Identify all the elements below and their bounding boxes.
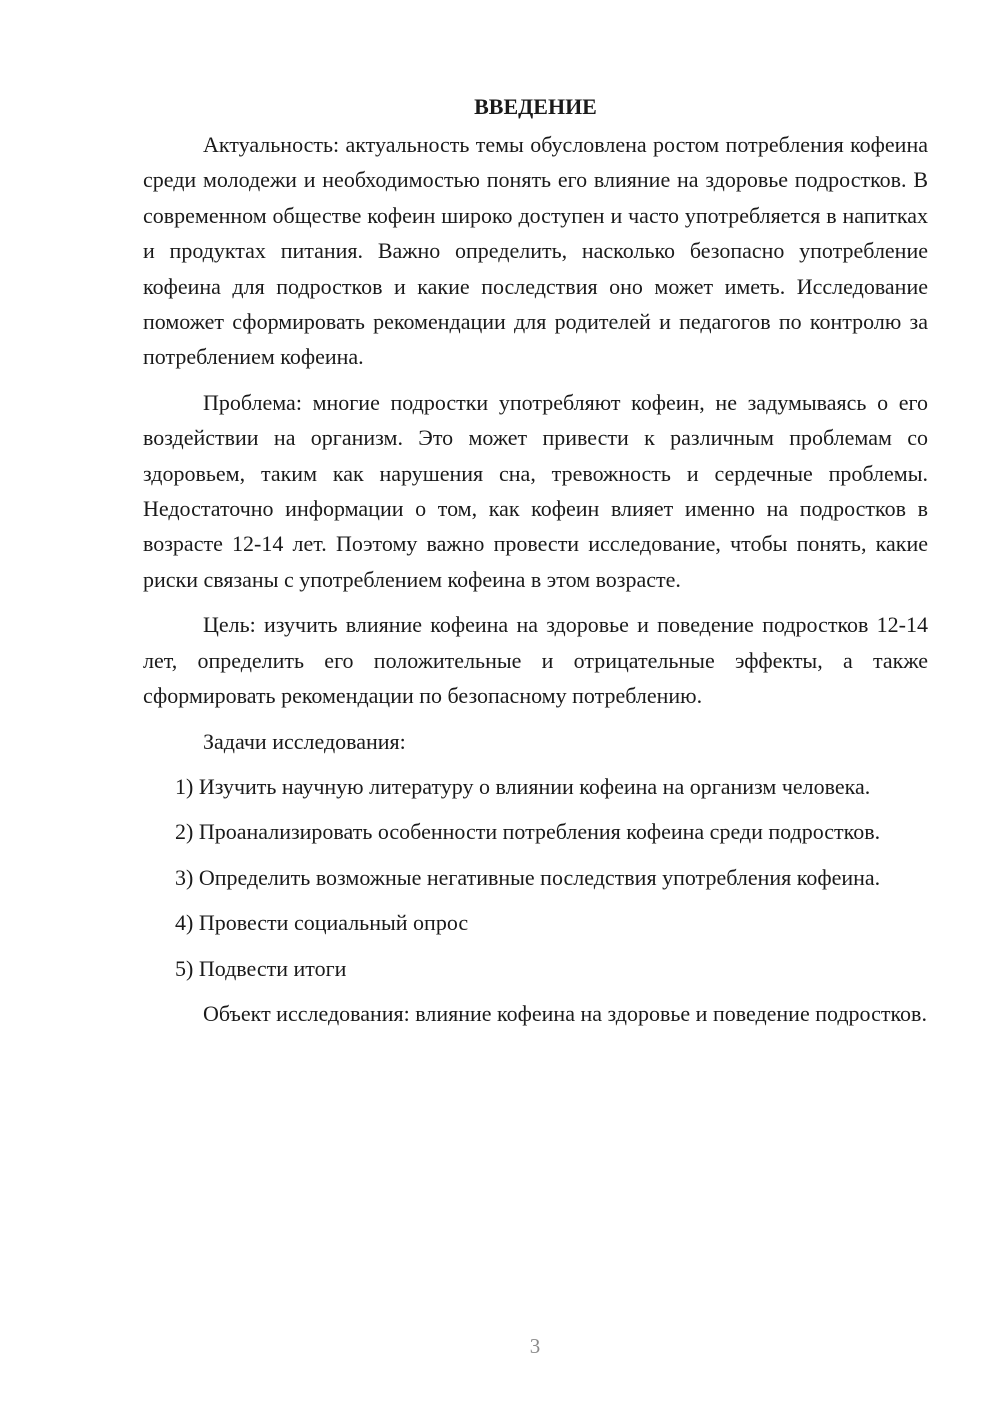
relevance-paragraph: Актуальность: актуальность темы обусловлена ростом потребления кофеина среди молодежи и необходимостью понять его влияние на здоровье подростков. В современном обществе кофеин широко доступен и часто употребляется в напитках и продуктах питания. Важно определить, насколько безопасно употребление кофеина для подростков и какие последствия оно может иметь. Исследование поможет сформировать рекомендации для родителей и педагогов по контролю за потреблением кофеина.: [143, 132, 928, 370]
problem-paragraph: Проблема: многие подростки употребляют кофеин, не задумываясь о его воздействии на организм. Это может привести к различным проблемам со здоровьем, таким как нарушения сна, тревожность и сердечные проблемы. Недостаточно информации о том, как кофеин влияет именно на подростков в возрасте 12-14 лет. Поэтому важно провести исследование, чтобы понять, какие риски связаны с употреблением кофеина в этом возрасте.: [143, 389, 928, 592]
task-item: 3) Определить возможные негативные последствия употребления кофеина.: [175, 864, 881, 890]
object-paragraph: Объект исследования: влияние кофеина на здоровье и поведение подростков.: [203, 1000, 927, 1026]
task-item: 2) Проанализировать особенности потребления кофеина среди подростков.: [175, 819, 881, 845]
tasks-heading: Задачи исследования:: [203, 728, 406, 754]
goal-paragraph: Цель: изучить влияние кофеина на здоровье и поведение подростков 12-14 лет, определить его положительные и отрицательные эффекты, а также сформировать рекомендации по безопасному потреблению.: [143, 612, 928, 709]
document-page: [143, 92, 928, 1041]
section-title: ВВЕДЕНИЕ: [474, 94, 597, 119]
page-number: 3: [529, 1334, 541, 1358]
task-item: 4) Провести социальный опрос: [175, 910, 469, 936]
task-item: 1) Изучить научную литературу о влиянии кофеина на организм человека.: [175, 773, 871, 799]
task-item: 5) Подвести итоги: [175, 955, 347, 981]
